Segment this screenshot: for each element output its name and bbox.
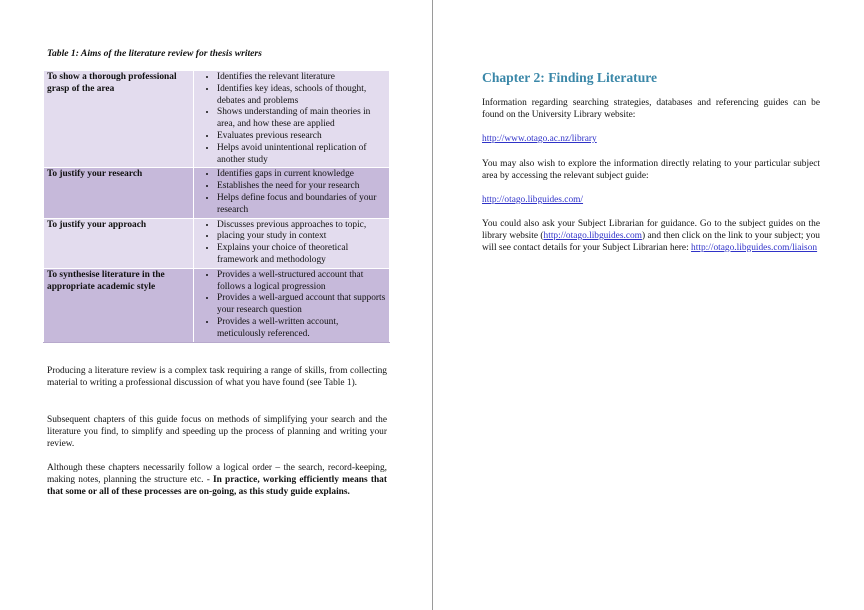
bullet-item: • Provides a well-argued account that supports your research question (217, 293, 386, 317)
table-row (44, 71, 390, 168)
table-row-details (194, 218, 390, 268)
table-row-aim: To synthesise literature in the appropriate academic style (44, 268, 194, 342)
table-row (44, 268, 390, 342)
table-row (44, 168, 390, 218)
library-link-line (482, 134, 820, 146)
order-paragraph (47, 463, 387, 498)
chapter-title: Chapter 2: Finding Literature (482, 70, 658, 85)
chapters-paragraph-text: Subsequent chapters of this guide focus on methods of simplifying your search and the literature you find, to simplify and speeding up the process of planning and writing your review. (47, 415, 387, 449)
table-row-aim: To show a thorough professional grasp of the area (44, 71, 194, 168)
intro-paragraph-text: Producing a literature review is a complex task requiring a range of skills, from collecting material to writing a professional discussion of what you have found (see Table 1). (47, 366, 387, 388)
bullet-list (197, 169, 386, 216)
bullet-item: • placing your study in context (217, 231, 386, 243)
table-row-details (194, 268, 390, 342)
table-row-aim: To justify your approach (44, 218, 194, 268)
table-row-aim: To justify your research (44, 168, 194, 218)
bullet-item: • Explains your choice of theoretical framework and methodology (217, 243, 386, 267)
libguides-inline-link[interactable]: http://otago.libguides.com (543, 230, 642, 241)
aims-table (43, 70, 390, 343)
bullet-item: • Identifies the relevant literature (217, 72, 386, 84)
library-website-link[interactable]: http://www.otago.ac.nz/library (482, 134, 597, 144)
table-row (44, 218, 390, 268)
bullet-item: • Establishes the need for your research (217, 181, 386, 193)
order-paragraph-bold: In practice, working efficiently means that that some or all of these processes are on-going, as this study guide explains. (47, 474, 387, 497)
intro-paragraph (47, 366, 387, 390)
subject-librarian-text (482, 219, 820, 254)
bullet-list (197, 220, 386, 267)
bullet-item: • Identifies key ideas, schools of thought, debates and problems (217, 84, 386, 108)
right-page (434, 0, 864, 610)
order-paragraph-text (47, 463, 387, 498)
bullet-item: • Shows understanding of main theories in area, and how these are applied (217, 107, 386, 131)
bullet-item: • Helps avoid unintentional replication of another study (217, 143, 386, 167)
bullet-item: • Evaluates previous research (217, 131, 386, 143)
library-info-text: Information regarding searching strategies, databases and referencing guides can be found on the University Library website: (482, 98, 820, 120)
subject-librarian-text-a: You could also ask your Subject Librarian for guidance. Go to the subject guides on the library website ( (482, 219, 820, 241)
page-divider (432, 0, 433, 610)
table-caption: Table 1: Aims of the literature review for thesis writers (47, 48, 262, 59)
libguides-link[interactable]: http://otago.libguides.com/ (482, 195, 584, 205)
subject-librarian-paragraph (482, 219, 820, 254)
liaison-link[interactable]: http://otago.libguides.com/liaison (691, 242, 818, 253)
subject-guide-paragraph (482, 159, 820, 183)
bullet-item: • Provides a well-structured account that follows a logical progression (217, 270, 386, 294)
bullet-list (197, 72, 386, 166)
subject-guide-text: You may also wish to explore the information directly relating to your particular subject area by accessing the relevant subject guide: (482, 159, 820, 181)
table-row-details (194, 71, 390, 168)
bullet-item: • Helps define focus and boundaries of your research (217, 193, 386, 217)
bullet-item: • Identifies gaps in current knowledge (217, 169, 386, 181)
chapters-paragraph (47, 415, 387, 450)
table-row-details (194, 168, 390, 218)
bullet-item: • Discusses previous approaches to topic, (217, 220, 386, 232)
bullet-list (197, 270, 386, 341)
library-info-paragraph (482, 98, 820, 122)
order-paragraph-normal: Although these chapters necessarily follow a logical order – the search, record-keeping, making notes, planning the structure etc. - (47, 463, 387, 485)
bullet-item: • Provides a well-written account, meticulously referenced. (217, 317, 386, 341)
subject-librarian-text-b: ) and then click on the link to your subject; you will see contact details for your Subject Librarian here: (482, 230, 820, 253)
libguides-link-line (482, 195, 820, 207)
